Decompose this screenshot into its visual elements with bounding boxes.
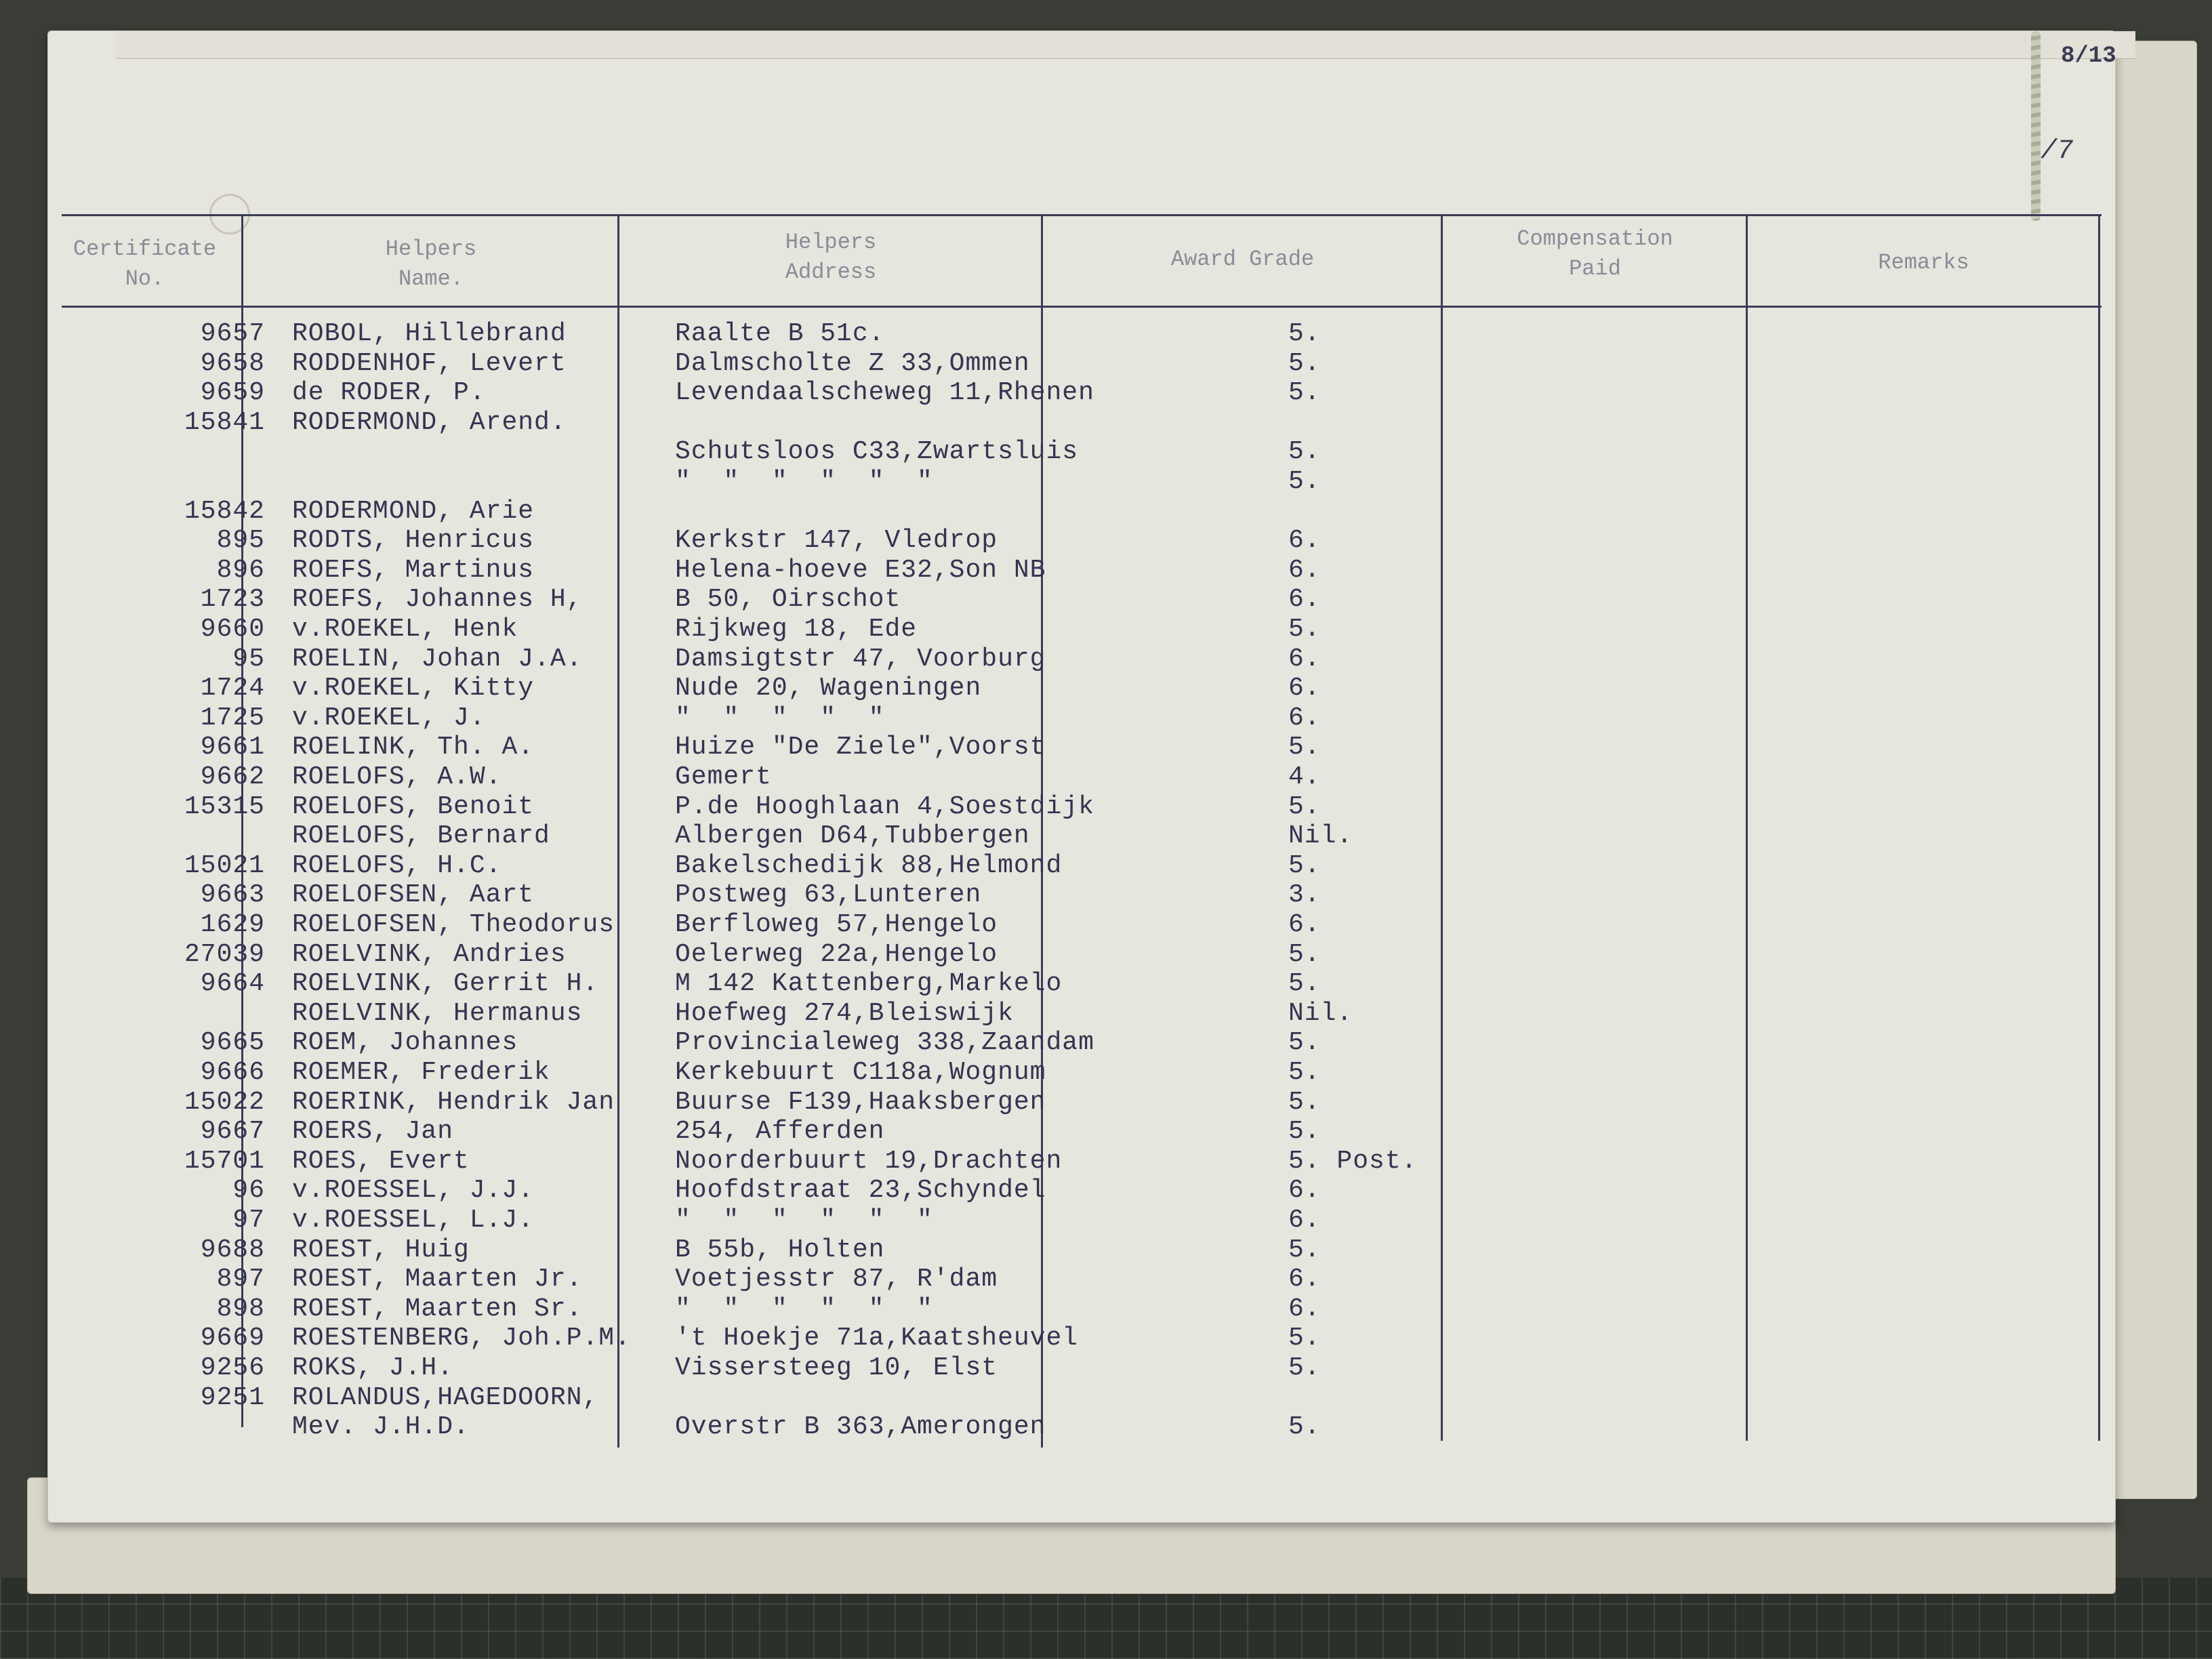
certificate-no: 9667 bbox=[200, 1117, 265, 1147]
helper-address: Oelerweg 22a,Hengelo bbox=[675, 939, 998, 969]
award-grade: Nil. bbox=[1288, 821, 1353, 851]
helper-name: ROERS, Jan bbox=[292, 1117, 454, 1147]
certificate-no: 9666 bbox=[200, 1058, 265, 1087]
award-grade: 5. bbox=[1288, 437, 1321, 467]
helper-address: Levendaalscheweg 11,Rhenen bbox=[675, 378, 1094, 408]
helper-name: ROELOFS, H.C. bbox=[292, 851, 502, 880]
certificate-no: 9256 bbox=[200, 1353, 265, 1382]
award-grade: 6. bbox=[1288, 555, 1321, 585]
helper-address: Postweg 63,Lunteren bbox=[675, 880, 982, 910]
corner-handwritten-mark: /7 bbox=[2041, 136, 2074, 167]
helper-name: v.ROESSEL, J.J. bbox=[292, 1176, 535, 1206]
helper-address: Berfloweg 57,Hengelo bbox=[675, 910, 998, 939]
helper-name: Mev. J.H.D. bbox=[292, 1412, 470, 1442]
certificate-no: 15315 bbox=[184, 792, 265, 821]
helper-address: Hoofdstraat 23,Schyndel bbox=[675, 1176, 1046, 1206]
helper-name: de RODER, P. bbox=[292, 378, 486, 408]
header-bottom-rule bbox=[62, 306, 2102, 308]
col-divider-5 bbox=[1746, 214, 1748, 1441]
award-grade: 5. bbox=[1288, 1235, 1321, 1265]
helper-name: RODERMOND, Arie bbox=[292, 496, 535, 526]
award-grade: 6. bbox=[1288, 1206, 1321, 1235]
helper-address: Kerkstr 147, Vledrop bbox=[675, 526, 998, 556]
certificate-no: 9661 bbox=[200, 733, 265, 762]
award-grade: 5. bbox=[1288, 467, 1321, 496]
award-grade: 6. bbox=[1288, 644, 1321, 674]
helper-name: v.ROESSEL, L.J. bbox=[292, 1206, 535, 1235]
award-grade: Nil. bbox=[1288, 998, 1353, 1028]
header-grade: Award Grade bbox=[1170, 247, 1315, 272]
col-divider-4 bbox=[1441, 214, 1443, 1441]
helper-name: ROELOFS, A.W. bbox=[292, 762, 502, 792]
helper-address: Damsigtstr 47, Voorburg bbox=[675, 644, 1046, 674]
certificate-no: 15022 bbox=[184, 1087, 265, 1117]
helper-name: v.ROEKEL, Henk bbox=[292, 615, 518, 644]
certificate-no: 27039 bbox=[184, 939, 265, 969]
helper-name: ROELVINK, Andries bbox=[292, 939, 567, 969]
sheet-tab-label: 8/13 bbox=[2061, 43, 2116, 69]
col-divider-6 bbox=[2098, 214, 2100, 1441]
award-grade: 6. bbox=[1288, 910, 1321, 939]
helper-address: Gemert bbox=[675, 762, 772, 792]
helper-name: RODERMOND, Arend. bbox=[292, 407, 567, 437]
helper-address: P.de Hooghlaan 4,Soestdijk bbox=[675, 792, 1094, 821]
certificate-no: 897 bbox=[216, 1265, 265, 1294]
award-grade: 6. bbox=[1288, 526, 1321, 556]
helper-address: Albergen D64,Tubbergen bbox=[675, 821, 1030, 851]
certificate-no: 9664 bbox=[200, 969, 265, 999]
certificate-no: 95 bbox=[232, 644, 265, 674]
certificate-no: 96 bbox=[232, 1176, 265, 1206]
award-grade: 6. bbox=[1288, 1265, 1321, 1294]
helper-name: ROEM, Johannes bbox=[292, 1028, 518, 1058]
helper-address: M 142 Kattenberg,Markelo bbox=[675, 969, 1063, 999]
helper-name: ROEMER, Frederik bbox=[292, 1058, 550, 1087]
award-grade: 5. bbox=[1288, 939, 1321, 969]
award-grade: 5. bbox=[1288, 733, 1321, 762]
helper-name: ROELINK, Th. A. bbox=[292, 733, 535, 762]
award-grade: 5. bbox=[1288, 792, 1321, 821]
award-grade: 5. bbox=[1288, 1412, 1321, 1442]
award-grade: 5. Post. bbox=[1288, 1146, 1418, 1176]
helper-name: ROEFS, Johannes H, bbox=[292, 585, 583, 615]
certificate-no: 1725 bbox=[200, 703, 265, 733]
award-grade: 5. bbox=[1288, 851, 1321, 880]
award-grade: 4. bbox=[1288, 762, 1321, 792]
helper-address: " " " " " " bbox=[675, 1294, 933, 1324]
helper-address: Buurse F139,Haaksbergen bbox=[675, 1087, 1046, 1117]
certificate-no: 1724 bbox=[200, 674, 265, 703]
helper-address: Huize "De Ziele",Voorst bbox=[675, 733, 1046, 762]
award-grade: 5. bbox=[1288, 1117, 1321, 1147]
helper-name: ROEST, Huig bbox=[292, 1235, 470, 1265]
certificate-no: 9662 bbox=[200, 762, 265, 792]
award-grade: 5. bbox=[1288, 615, 1321, 644]
certificate-no: 15841 bbox=[184, 407, 265, 437]
award-grade: 5. bbox=[1288, 1028, 1321, 1058]
helper-address: B 55b, Holten bbox=[675, 1235, 885, 1265]
helper-name: ROELOFS, Bernard bbox=[292, 821, 550, 851]
helper-address: Rijkweg 18, Ede bbox=[675, 615, 918, 644]
certificate-no: 898 bbox=[216, 1294, 265, 1324]
helper-address: Schutsloos C33,Zwartsluis bbox=[675, 437, 1079, 467]
helper-address: Bakelschedijk 88,Helmond bbox=[675, 851, 1063, 880]
award-grade: 5. bbox=[1288, 1058, 1321, 1087]
award-grade: 5. bbox=[1288, 1353, 1321, 1382]
helper-name: ROESTENBERG, Joh.P.M. bbox=[292, 1324, 631, 1353]
binding-string bbox=[2031, 31, 2041, 221]
helper-name: ROERINK, Hendrik Jan bbox=[292, 1087, 615, 1117]
helper-address: Helena-hoeve E32,Son NB bbox=[675, 555, 1046, 585]
certificate-no: 97 bbox=[232, 1206, 265, 1235]
header-address: Helpers Address bbox=[785, 230, 877, 285]
helper-name: RODDENHOF, Levert bbox=[292, 348, 567, 378]
certificate-no: 9658 bbox=[200, 348, 265, 378]
helper-address: 't Hoekje 71a,Kaatsheuvel bbox=[675, 1324, 1079, 1353]
helper-address: Kerkebuurt C118a,Wognum bbox=[675, 1058, 1046, 1087]
helper-name: ROEFS, Martinus bbox=[292, 555, 535, 585]
helper-name: ROES, Evert bbox=[292, 1146, 470, 1176]
helper-address: " " " " " " bbox=[675, 467, 933, 496]
certificate-no: 9665 bbox=[200, 1028, 265, 1058]
helper-name: ROEST, Maarten Jr. bbox=[292, 1265, 583, 1294]
header-remarks: Remarks bbox=[1878, 250, 1969, 275]
helper-address: Provincialeweg 338,Zaandam bbox=[675, 1028, 1094, 1058]
certificate-no: 9669 bbox=[200, 1324, 265, 1353]
helper-name: ROELIN, Johan J.A. bbox=[292, 644, 583, 674]
certificate-no: 1723 bbox=[200, 585, 265, 615]
helper-address: Hoefweg 274,Bleiswijk bbox=[675, 998, 1014, 1028]
helper-address: Raalte B 51c. bbox=[675, 319, 885, 348]
certificate-no: 9660 bbox=[200, 615, 265, 644]
certificate-no: 9688 bbox=[200, 1235, 265, 1265]
certificate-no: 15021 bbox=[184, 851, 265, 880]
award-grade: 5. bbox=[1288, 319, 1321, 348]
helper-name: v.ROEKEL, Kitty bbox=[292, 674, 535, 703]
col-divider-2 bbox=[617, 214, 619, 1448]
helper-name: ROLANDUS,HAGEDOORN, bbox=[292, 1382, 599, 1412]
certificate-no: 9663 bbox=[200, 880, 265, 910]
header-name: Helpers Name. bbox=[385, 237, 477, 291]
certificate-no: 1629 bbox=[200, 910, 265, 939]
helper-address: 254, Afferden bbox=[675, 1117, 885, 1147]
header-compensation: Compensation Paid bbox=[1517, 226, 1673, 281]
helper-address: " " " " " " bbox=[675, 1206, 933, 1235]
helper-address: Voetjesstr 87, R'dam bbox=[675, 1265, 998, 1294]
helper-address: Noorderbuurt 19,Drachten bbox=[675, 1146, 1063, 1176]
header-certificate: Certificate No. bbox=[73, 237, 217, 291]
helper-name: ROELVINK, Gerrit H. bbox=[292, 969, 599, 999]
award-grade: 5. bbox=[1288, 378, 1321, 408]
helper-name: ROELOFSEN, Aart bbox=[292, 880, 535, 910]
header-top-rule bbox=[62, 214, 2102, 216]
helper-name: ROKS, J.H. bbox=[292, 1353, 454, 1382]
certificate-no: 895 bbox=[216, 526, 265, 556]
award-grade: 5. bbox=[1288, 1087, 1321, 1117]
helper-address: Nude 20, Wageningen bbox=[675, 674, 982, 703]
helper-address: Vissersteeg 10, Elst bbox=[675, 1353, 998, 1382]
helper-name: ROELOFS, Benoit bbox=[292, 792, 535, 821]
certificate-no: 9657 bbox=[200, 319, 265, 348]
helper-name: ROELOFSEN, Theodorus bbox=[292, 910, 615, 939]
award-grade: 5. bbox=[1288, 1324, 1321, 1353]
certificate-no: 9251 bbox=[200, 1382, 265, 1412]
award-grade: 6. bbox=[1288, 1294, 1321, 1324]
helper-name: ROELVINK, Hermanus bbox=[292, 998, 583, 1028]
record-sheet bbox=[47, 30, 2116, 1523]
helper-name: v.ROEKEL, J. bbox=[292, 703, 486, 733]
helper-address: B 50, Oirschot bbox=[675, 585, 901, 615]
certificate-no: 15842 bbox=[184, 496, 265, 526]
helper-address: " " " " " bbox=[675, 703, 885, 733]
certificate-no: 9659 bbox=[200, 378, 265, 408]
certificate-no: 15701 bbox=[184, 1146, 265, 1176]
helper-name: ROEST, Maarten Sr. bbox=[292, 1294, 583, 1324]
helper-name: ROBOL, Hillebrand bbox=[292, 319, 567, 348]
award-grade: 5. bbox=[1288, 969, 1321, 999]
certificate-no: 896 bbox=[216, 555, 265, 585]
award-grade: 6. bbox=[1288, 674, 1321, 703]
helper-address: Dalmscholte Z 33,Ommen bbox=[675, 348, 1030, 378]
award-grade: 5. bbox=[1288, 348, 1321, 378]
award-grade: 6. bbox=[1288, 1176, 1321, 1206]
sheet-tab-strip bbox=[116, 31, 2135, 59]
helper-name: RODTS, Henricus bbox=[292, 526, 535, 556]
award-grade: 6. bbox=[1288, 585, 1321, 615]
award-grade: 6. bbox=[1288, 703, 1321, 733]
award-grade: 3. bbox=[1288, 880, 1321, 910]
helper-address: Overstr B 363,Amerongen bbox=[675, 1412, 1046, 1442]
